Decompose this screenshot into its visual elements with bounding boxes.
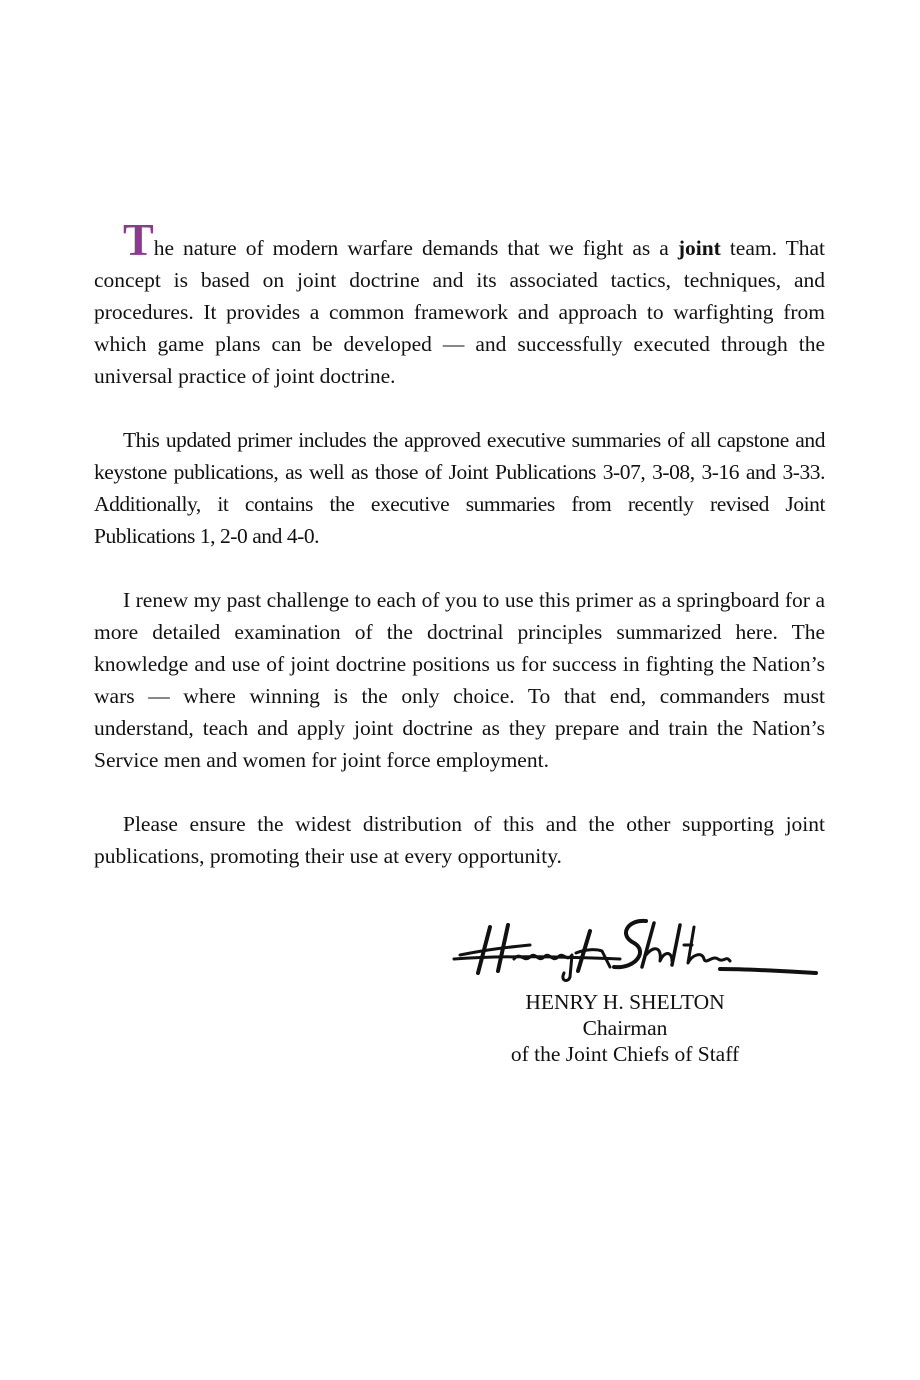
paragraph-4: Please ensure the widest distribution of this and the other supporting joint publications, promoting their use at every opportunity.: [94, 812, 825, 868]
drop-cap: T: [123, 214, 154, 265]
letter-body: [94, 214, 825, 904]
paragraph-3: I renew my past challenge to each of you to use this primer as a springboard for a more detailed examination of the doctrinal principles summarized here. The knowledge and use of joint doctrine positions us for success in fighting the Nation’s wars — where winning is the only choice. To that end, commanders must understand, teach and apply joint doctrine as they prepare and train the Nation’s Service men and women for joint force employment.: [94, 588, 825, 772]
signature-block: [440, 915, 820, 1075]
paragraph-1-text-start: he nature of modern warfare demands that we fight as a: [153, 236, 678, 260]
emphasis-joint: joint: [677, 236, 721, 260]
paragraph-2: This updated primer includes the approved executive summaries of all capstone and keystone publications, as well as those of Joint Publications 3-07, 3-08, 3-16 and 3-33. Additionally, it contains the executive summaries from recently revised Joint Publications 1, 2-0 and 4-0.: [94, 428, 825, 548]
paragraph-1: [94, 214, 825, 392]
signatory-office: of the Joint Chiefs of Staff: [510, 1042, 740, 1066]
paragraph-1-text-end: team. That concept is based on joint doctrine and its associated tactics, techniques, and procedures. It provides a common framework and approach to warfighting from which game plans can be developed — and successfully executed through the universal practice of joint doctrine.: [94, 236, 825, 388]
signatory-name: HENRY H. SHELTON: [525, 990, 725, 1014]
signatory-title: Chairman: [582, 1016, 668, 1040]
handwritten-signature: [450, 915, 820, 985]
signatory-lines: [440, 989, 810, 1067]
